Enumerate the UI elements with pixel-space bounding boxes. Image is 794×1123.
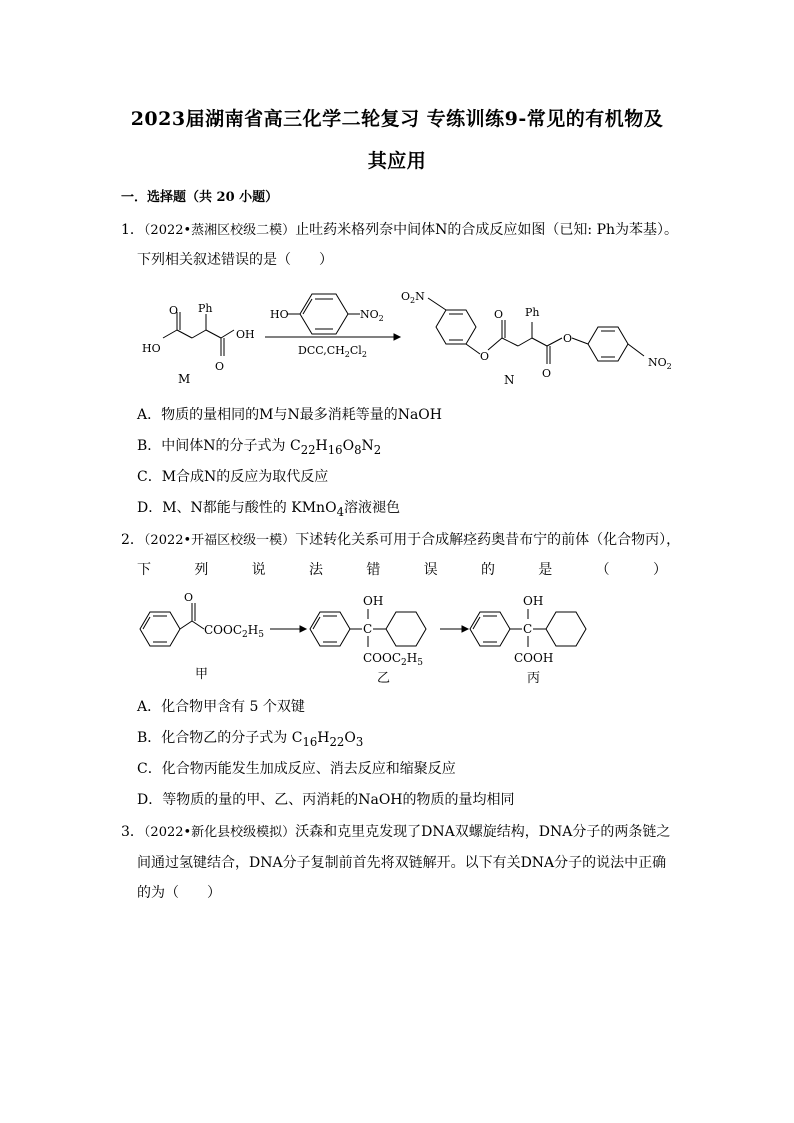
q3-stem-line-2: 间通过氢键结合，DNA分子复制前首先将双链解开。以下有关DNA分子的说法中正确 — [137, 855, 667, 871]
q2-option-a[interactable]: A．化合物甲含有 5 个双键 — [137, 699, 305, 715]
q1-number: 1． — [121, 222, 144, 238]
label-n: N — [504, 373, 515, 387]
n-ph-label: Ph — [525, 306, 540, 319]
bing-c-label: C — [523, 622, 533, 636]
q2-reaction-scheme — [0, 585, 794, 695]
q1-option-c[interactable]: C．M合成N的反应为取代反应 — [137, 469, 329, 485]
jia-o-label: O — [184, 591, 194, 604]
m-ho-label: HO — [142, 342, 161, 355]
n-o2n-label: $O_2N$ — [401, 290, 425, 305]
q1-stem-line-2: 下列相关叙述错误的是（ ） — [137, 252, 333, 268]
q3-number: 3． — [121, 824, 144, 840]
label-jia: 甲 — [195, 667, 209, 682]
q2-stem-text: 下述转化关系可用于合成解痉药奥昔布宁的前体（化合物丙）， — [295, 532, 681, 548]
m-oh-label: OH — [236, 328, 255, 341]
q2-stem — [121, 529, 680, 549]
n-o-label-3: O — [542, 367, 552, 380]
compound-jia — [140, 603, 204, 646]
label-yi: 乙 — [377, 671, 391, 686]
q1-source: （2022•蒸湘区校级二模） — [143, 223, 296, 238]
m-o-label-2: O — [215, 360, 225, 373]
n-o-label-1: O — [480, 350, 490, 363]
q1-option-a[interactable]: A．物质的量相同的M与N最多消耗等量的NaOH — [137, 407, 442, 423]
q1-reaction-scheme — [0, 280, 794, 400]
reaction-arrow-2 — [440, 626, 468, 632]
q3-stem-line-3: 的为（ ） — [137, 885, 221, 901]
q1-stem-text: 止吐药米格列奈中间体N的合成反应如图（已知: Ph为苯基）。 — [295, 222, 679, 238]
reaction-arrow — [265, 334, 400, 340]
q2-option-c[interactable]: C．化合物丙能发生加成反应、消去反应和缩聚反应 — [137, 761, 456, 777]
q2-number: 2． — [121, 532, 144, 548]
reagent-ho-label: HO — [270, 308, 289, 321]
q2-source: （2022•开福区校级一模） — [143, 533, 296, 548]
document-title-line-1: 2023届湖南省高三化学二轮复习 专练训练9-常见的有机物及 — [130, 108, 664, 130]
label-m: M — [178, 372, 191, 386]
m-ph-label: Ph — [198, 302, 213, 315]
q1-option-d[interactable]: D．M、N都能与酸性的 KMnO$_4$溶液褪色 — [137, 500, 400, 519]
n-o-label-4: O — [563, 332, 573, 345]
reaction-arrow-1 — [270, 626, 306, 632]
m-o-label: O — [169, 304, 179, 317]
q2-stem-line-2: 下 列 说 法 错 误 的 是 （ ） — [137, 562, 667, 578]
n-no2-label: $NO_2$ — [648, 356, 672, 371]
phenol-ring — [288, 294, 360, 334]
reagent-no2-label: $NO_2$ — [360, 308, 384, 323]
bing-cooh-label: COOH — [514, 651, 554, 665]
document-title-line-2: 其应用 — [367, 150, 427, 172]
reaction-conditions: $DCC,CH_2Cl_2$ — [298, 344, 367, 359]
yi-ester-label: $COOC_2H_5$ — [363, 651, 423, 668]
q1-option-b[interactable]: B．中间体N的分子式为 $C_{22}H_{16}O_8N_2$ — [137, 438, 382, 457]
jia-ester-label: $COOC_2H_5$ — [204, 623, 264, 640]
molecule-m — [163, 312, 234, 356]
bing-oh-label: OH — [523, 594, 544, 608]
q3-source: （2022•新化县校级模拟） — [143, 825, 296, 840]
q2-option-b[interactable]: B．化合物乙的分子式为 $C_{16}H_{22}O_3$ — [137, 730, 364, 749]
q3-stem — [121, 821, 670, 841]
label-bing: 丙 — [527, 671, 541, 686]
q2-option-d[interactable]: D．等物质的量的甲、乙、丙消耗的NaOH的物质的量均相同 — [137, 792, 515, 808]
section-heading: 一．选择题（共 20 小题） — [121, 190, 279, 205]
n-o-label-2: O — [494, 308, 504, 321]
yi-c-label: C — [363, 622, 373, 636]
yi-oh-label: OH — [363, 594, 384, 608]
q3-stem-text: 沃森和克里克发现了DNA双螺旋结构，DNA分子的两条链之 — [295, 824, 671, 840]
q1-stem — [121, 219, 678, 239]
